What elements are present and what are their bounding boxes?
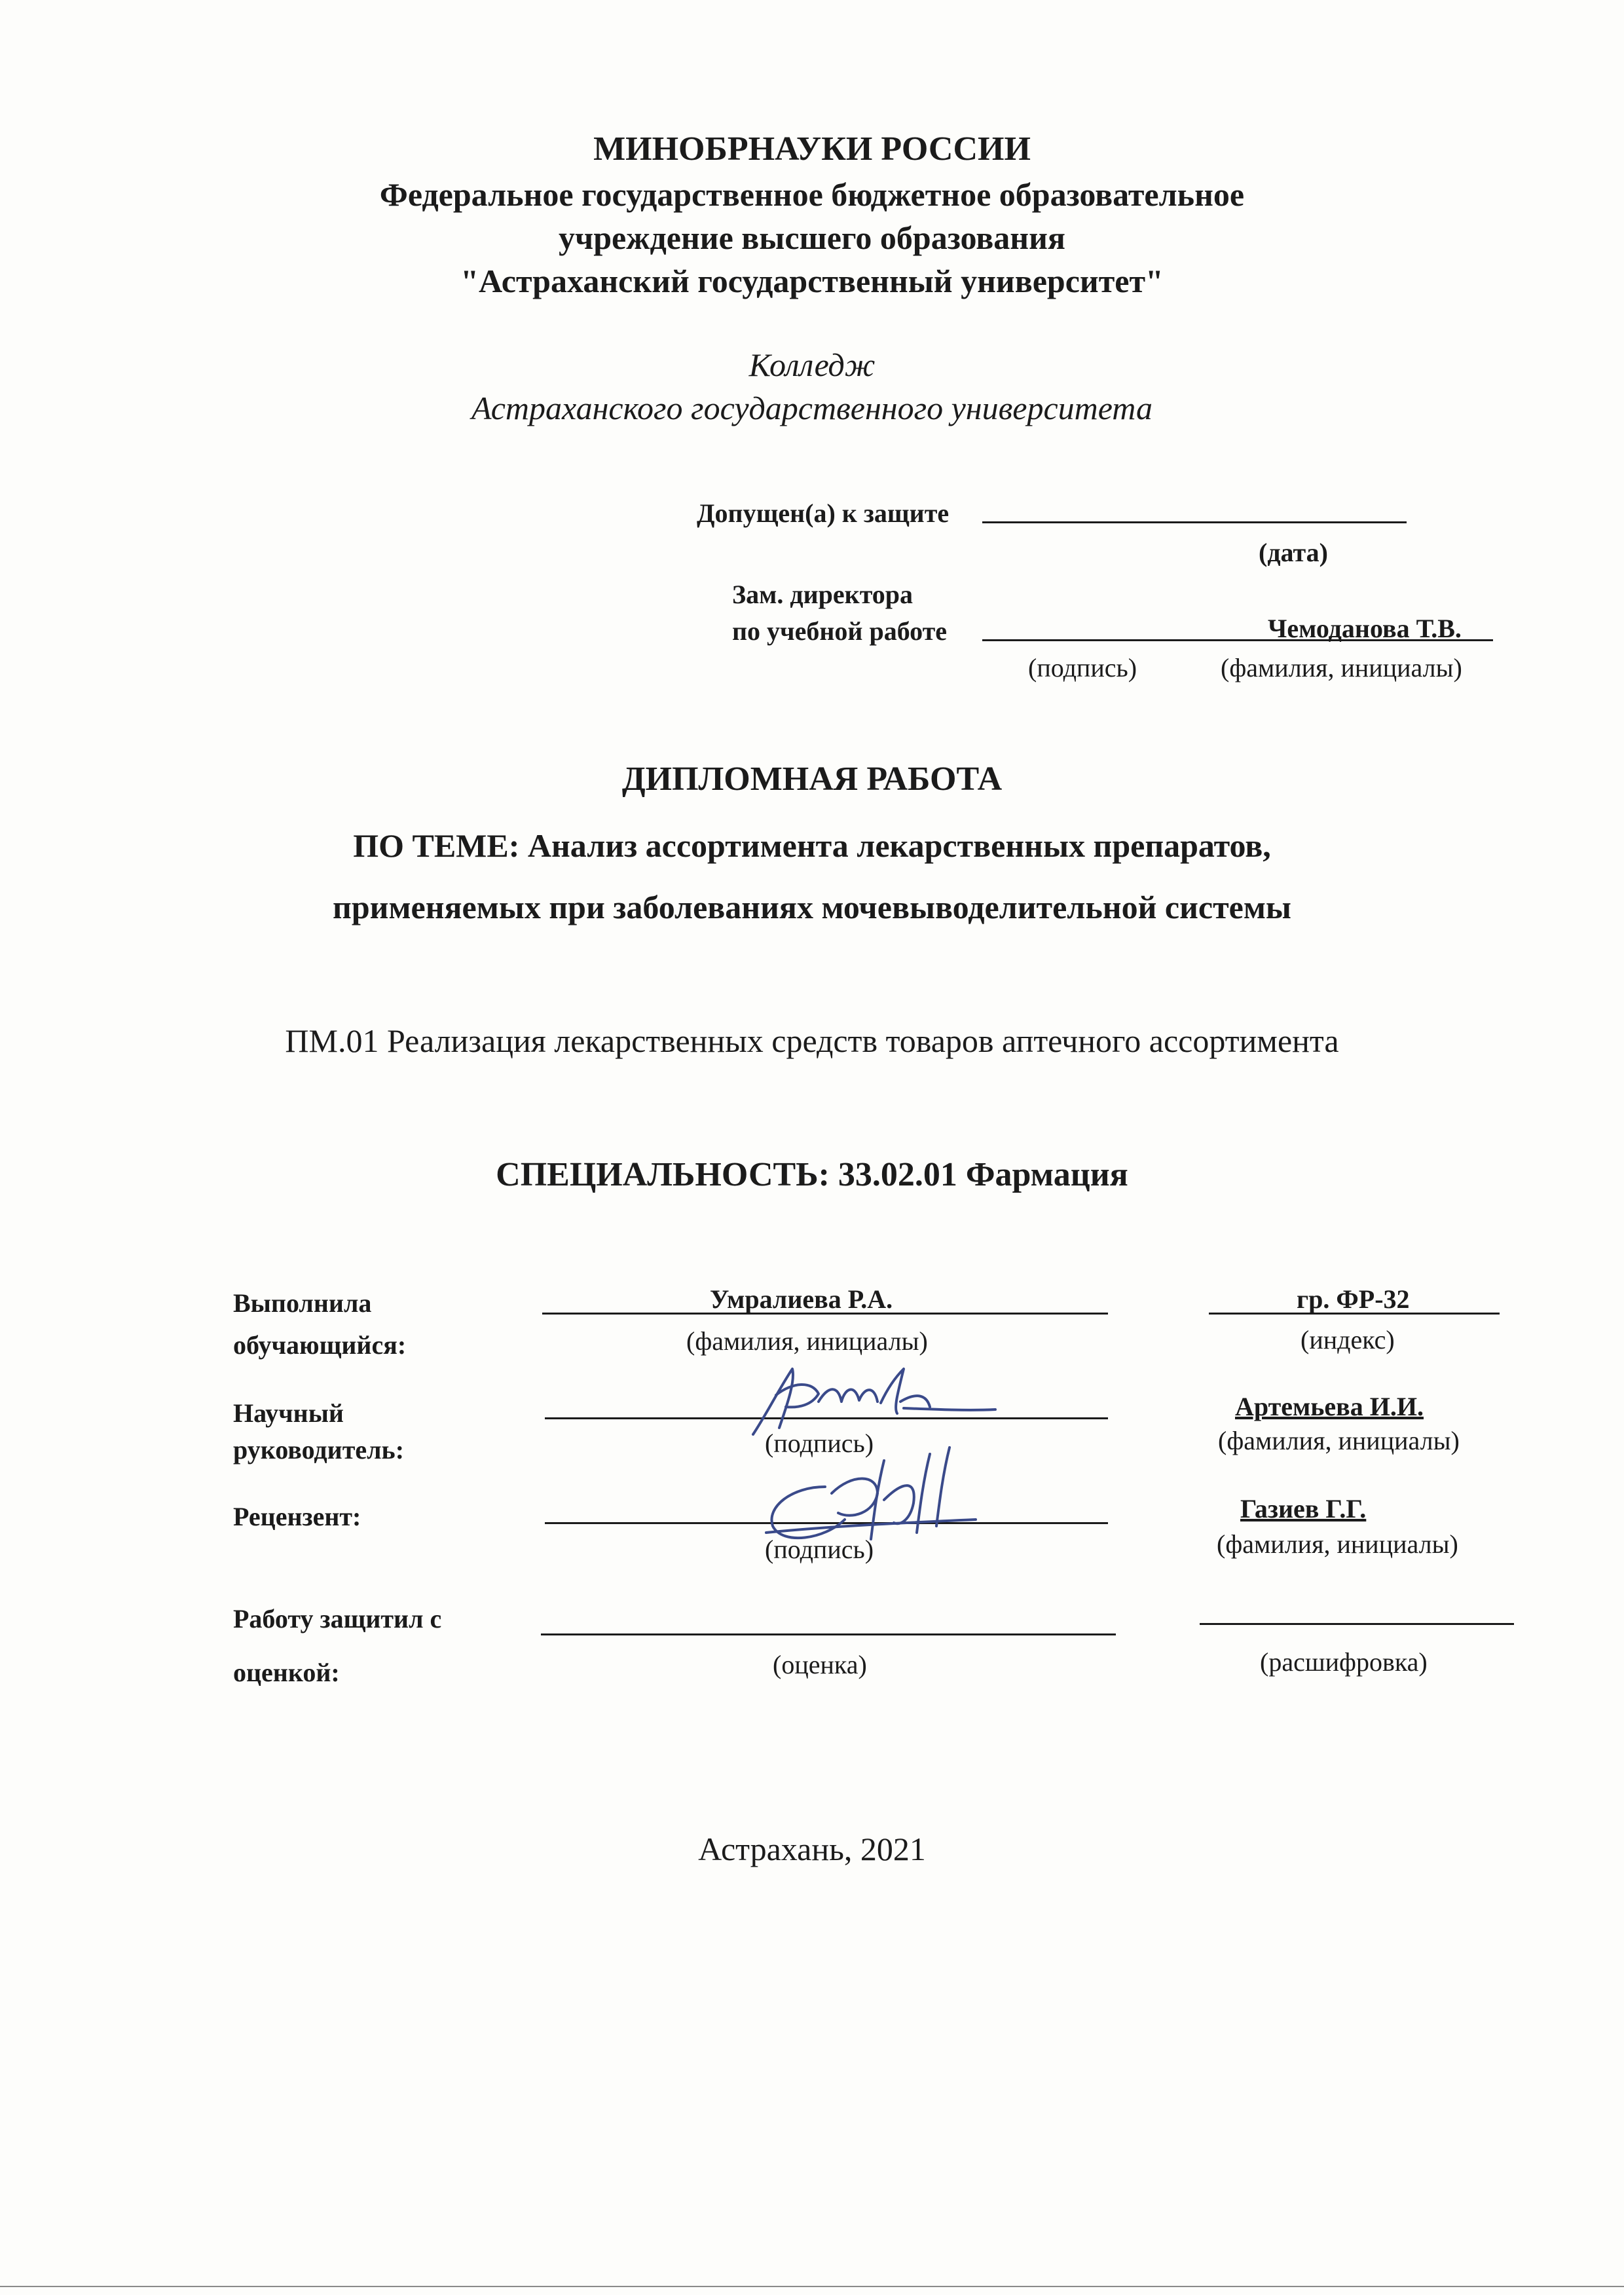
defense-label-1: Работу защитил с	[233, 1604, 442, 1633]
reviewer-name: Газиев Г.Г.	[1240, 1494, 1367, 1523]
reviewer-signature-caption: (подпись)	[765, 1535, 874, 1564]
institution-line-1: Федеральное государственное бюджетное образовательное	[379, 176, 1245, 213]
decoding-line	[1200, 1623, 1514, 1625]
supervisor-label-2: руководитель:	[233, 1435, 405, 1465]
student-label-1: Выполнила	[233, 1288, 372, 1318]
topic-line-2: применяемых при заболеваниях мочевыводелительной системы	[333, 889, 1291, 925]
work-type-title: ДИПЛОМНАЯ РАБОТА	[621, 760, 1003, 798]
deputy-label-1: Зам. директора	[732, 580, 913, 609]
ministry-title: МИНОБРНАУКИ РОССИИ	[593, 130, 1031, 168]
college-line-2: Астраханского государственного университета	[471, 390, 1153, 426]
supervisor-handwritten-signature	[740, 1356, 1002, 1454]
supervisor-name-caption: (фамилия, инициалы)	[1218, 1426, 1460, 1455]
city-year: Астрахань, 2021	[698, 1831, 926, 1867]
admitted-label: Допущен(а) к защите	[697, 498, 950, 528]
deputy-label-2: по учебной работе	[732, 616, 948, 646]
deputy-name: Чемоданова Т.В.	[1268, 614, 1462, 643]
topic-line-1: ПО ТЕМЕ: Анализ ассортимента лекарственных препаратов,	[353, 827, 1271, 864]
reviewer-label: Рецензент:	[233, 1502, 361, 1531]
supervisor-name: Артемьева И.И.	[1235, 1392, 1424, 1421]
college-line-1: Колледж	[748, 346, 876, 383]
decoding-caption: (расшифровка)	[1260, 1647, 1428, 1677]
reviewer-handwritten-signature	[753, 1441, 989, 1552]
student-name-caption: (фамилия, инициалы)	[686, 1326, 928, 1356]
admission-date-line	[982, 521, 1407, 523]
grade-caption: (оценка)	[773, 1650, 867, 1679]
supervisor-signature-caption: (подпись)	[765, 1428, 874, 1458]
reviewer-name-caption: (фамилия, инициалы)	[1217, 1529, 1458, 1559]
grade-line	[541, 1633, 1116, 1635]
student-label-2: обучающийся:	[233, 1330, 407, 1360]
scan-bottom-edge	[0, 2286, 1624, 2287]
module-title: ПМ.01 Реализация лекарственных средств товаров аптечного ассортимента	[285, 1022, 1339, 1059]
supervisor-label-1: Научный	[233, 1398, 344, 1428]
institution-line-2: учреждение высшего образования	[559, 219, 1065, 256]
university-name: "Астраханский государственный университет"	[460, 263, 1164, 299]
group-caption: (индекс)	[1301, 1325, 1395, 1354]
defense-label-2: оценкой:	[233, 1658, 340, 1687]
specialty-title: СПЕЦИАЛЬНОСТЬ: 33.02.01 Фармация	[496, 1156, 1128, 1193]
group-index: гр. ФР-32	[1297, 1284, 1410, 1314]
deputy-name-caption: (фамилия, инициалы)	[1221, 653, 1462, 682]
student-name: Умралиева Р.А.	[710, 1284, 893, 1314]
date-caption: (дата)	[1259, 538, 1328, 567]
deputy-signature-caption: (подпись)	[1028, 653, 1137, 682]
